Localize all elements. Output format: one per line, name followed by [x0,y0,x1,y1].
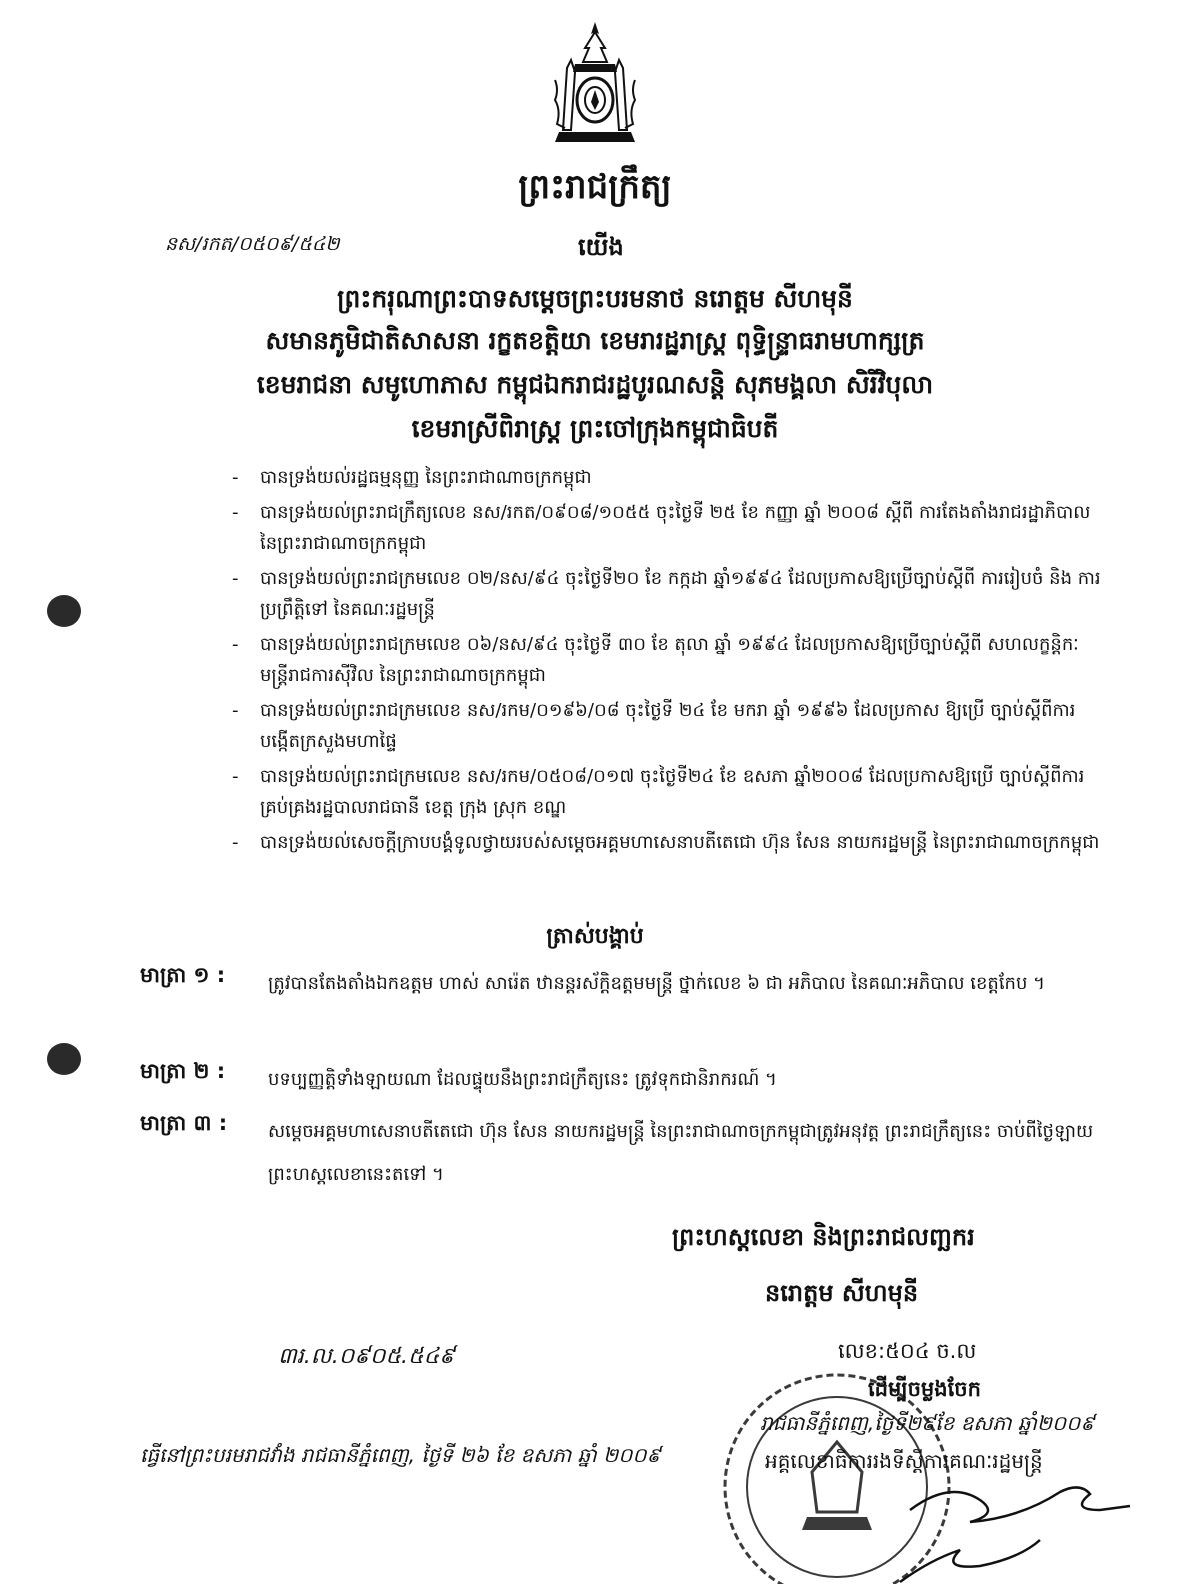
article-3-text: សម្តេចអគ្គមហាសេនាបតីតេជោ ហ៊ុន សែន នាយករដ្ឋមន្ត្រី នៃព្រះរាជាណាចក្រកម្ពុជាត្រូវអនុវត្ត ព្រះរាជក្រឹត្យនេះ ចាប់ពីថ្ងៃឡាយព្រះហស្តលេខានេះតទៅ ។ [268,1121,1094,1185]
office-title: អគ្គលេខាធិការរងទីស្តីការគណៈរដ្ឋមន្ត្រី [765,1449,1043,1473]
signatory-name: នរោត្តម សីហមុនី [765,1279,919,1307]
consideration-item: - បានទ្រង់យល់ព្រះរាជក្រមលេខ ០២/នស/៩៤ ចុះថ្ងៃទី២០ ខែ កក្កដា ឆ្នាំ១៩៩៤ ដែលប្រកាសឱ្យប្រើច្បាប់ស្តីពី ការរៀបចំ និង ការប្រព្រឹត្តិទៅ នៃគណៈរដ្ឋមន្ត្រី [232,563,1102,625]
article-1 [140,962,1100,1005]
reference-number: នស/រកត/០៥០៩/៥៤២ [165,233,340,255]
article-1-text: ត្រូវបានតែងតាំងឯកឧត្តម ហាស់ សារ៉េត ឋានន្តរស័ក្តិឧត្តមមន្ត្រី ថ្នាក់លេខ ៦ ជា អភិបាល នៃគណៈអភិបាល ខេត្តកែប ។ [268,973,1045,994]
article-3 [140,1110,1100,1196]
royal-coat-of-arms-icon [545,20,645,148]
copy-number: លេខ:៥០៤ ច.ល [838,1339,977,1363]
registration-number: ៣រ.ល.០៩០៥.៥៤៩ [278,1344,455,1369]
consideration-item: - បានទ្រង់យល់ព្រះរាជក្រឹត្យលេខ នស/រកត/០៩០៨/១០៥៥ ចុះថ្ងៃទី ២៥ ខែ កញ្ញា ឆ្នាំ ២០០៨ ស្តីពី ការតែងតាំងរាជរដ្ឋាភិបាលនៃព្រះរាជាណាចក្រកម្ពុជា [232,497,1102,559]
punch-hole [47,1043,81,1075]
article-3-label: មាត្រា ៣ : [140,1111,228,1135]
copy-date: រាជធានីភ្នំពេញ,ថ្ងៃទី២៩ខែ ឧសភា ឆ្នាំ២០០៩ [760,1411,1095,1435]
king-title-line-3: ខេមរាជនា សមូហោភាស កម្ពុជឯករាជរដ្ឋបូរណសន្តិ សុភមង្គលា សិរីវិបុលា [256,370,934,399]
copy-for-distribution: ដើម្បីចម្លងចែក [868,1377,981,1401]
decree-title: ព្រះរាជក្រឹត្យ [518,167,672,207]
consideration-item: - បានទ្រង់យល់ព្រះរាជក្រមលេខ ០៦/នស/៩៤ ចុះថ្ងៃទី ៣០ ខែ តុលា ឆ្នាំ ១៩៩៤ ដែលប្រកាសឱ្យប្រើច្បាប់ស្តីពី សហលក្ខន្តិកៈមន្ត្រីរាជការស៊ីវិល នៃព្រះរាជាណាចក្រកម្ពុជា [232,629,1102,691]
considerations-list [232,462,1102,862]
place-and-date: ធ្វើនៅព្រះបរមរាជវាំង រាជធានីភ្នំពេញ, ថ្ងៃទី ២៦ ខែ ឧសភា ឆ្នាំ ២០០៩ [140,1443,661,1467]
decrees-heading: ត្រាស់បង្គាប់ [546,924,644,949]
consideration-item: - បានទ្រង់យល់ព្រះរាជក្រមលេខ នស/រកម/០៥០៨/០១៧ ចុះថ្ងៃទី២៤ ខែ ឧសភា ឆ្នាំ២០០៨ ដែលប្រកាសឱ្យប្រើ ច្បាប់ស្តីពីការគ្រប់គ្រងរដ្ឋបាលរាជធានី ខេត្ត ក្រុង ស្រុក ខណ្ឌ [232,761,1102,823]
king-title-line-1: ព្រះករុណាព្រះបាទសម្តេចព្រះបរមនាថ នរោត្តម សីហមុនី [337,284,853,313]
article-1-label: មាត្រា ១ : [140,963,226,987]
article-2 [140,1058,1100,1101]
article-2-text: បទប្បញ្ញត្តិទាំងឡាយណា ដែលផ្ទុយនឹងព្រះរាជក្រឹត្យនេះ ត្រូវទុកជានិរាករណ៍ ។ [268,1069,777,1090]
king-title-line-2: សមានភូមិជាតិសាសនា រក្ខតខត្តិយា ខេមរារដ្ឋរាស្ត្រ ពុទ្ធិន្ទ្រាធរាមហាក្សត្រ [265,326,925,355]
handwritten-signature-icon [890,1470,1150,1584]
punch-hole [47,595,81,627]
we-heading: យើង [578,233,624,261]
consideration-item: - បានទ្រង់យល់សេចក្តីក្រាបបង្គំទូលថ្វាយរបស់សម្តេចអគ្គមហាសេនាបតីតេជោ ហ៊ុន សែន នាយករដ្ឋមន្ត្រី នៃព្រះរាជាណាចក្រកម្ពុជា [232,827,1102,858]
king-title-line-4: ខេមរាស្រីពិរាស្ត្រ ព្រះចៅក្រុងកម្ពុជាធិបតី [411,414,779,443]
consideration-item: - បានទ្រង់យល់រដ្ឋធម្មនុញ្ញ នៃព្រះរាជាណាចក្រកម្ពុជា [232,462,1102,493]
signature-title: ព្រះហស្តលេខា និងព្រះរាជលញ្ឆករ [672,1223,975,1251]
article-2-label: មាត្រា ២ : [140,1059,226,1083]
consideration-item: - បានទ្រង់យល់ព្រះរាជក្រមលេខ នស/រកម/០១៩៦/០៨ ចុះថ្ងៃទី ២៤ ខែ មករា ឆ្នាំ ១៩៩៦ ដែលប្រកាស ឱ្យប្រើ ច្បាប់ស្តីពីការបង្កើតក្រសួងមហាផ្ទៃ [232,695,1102,757]
